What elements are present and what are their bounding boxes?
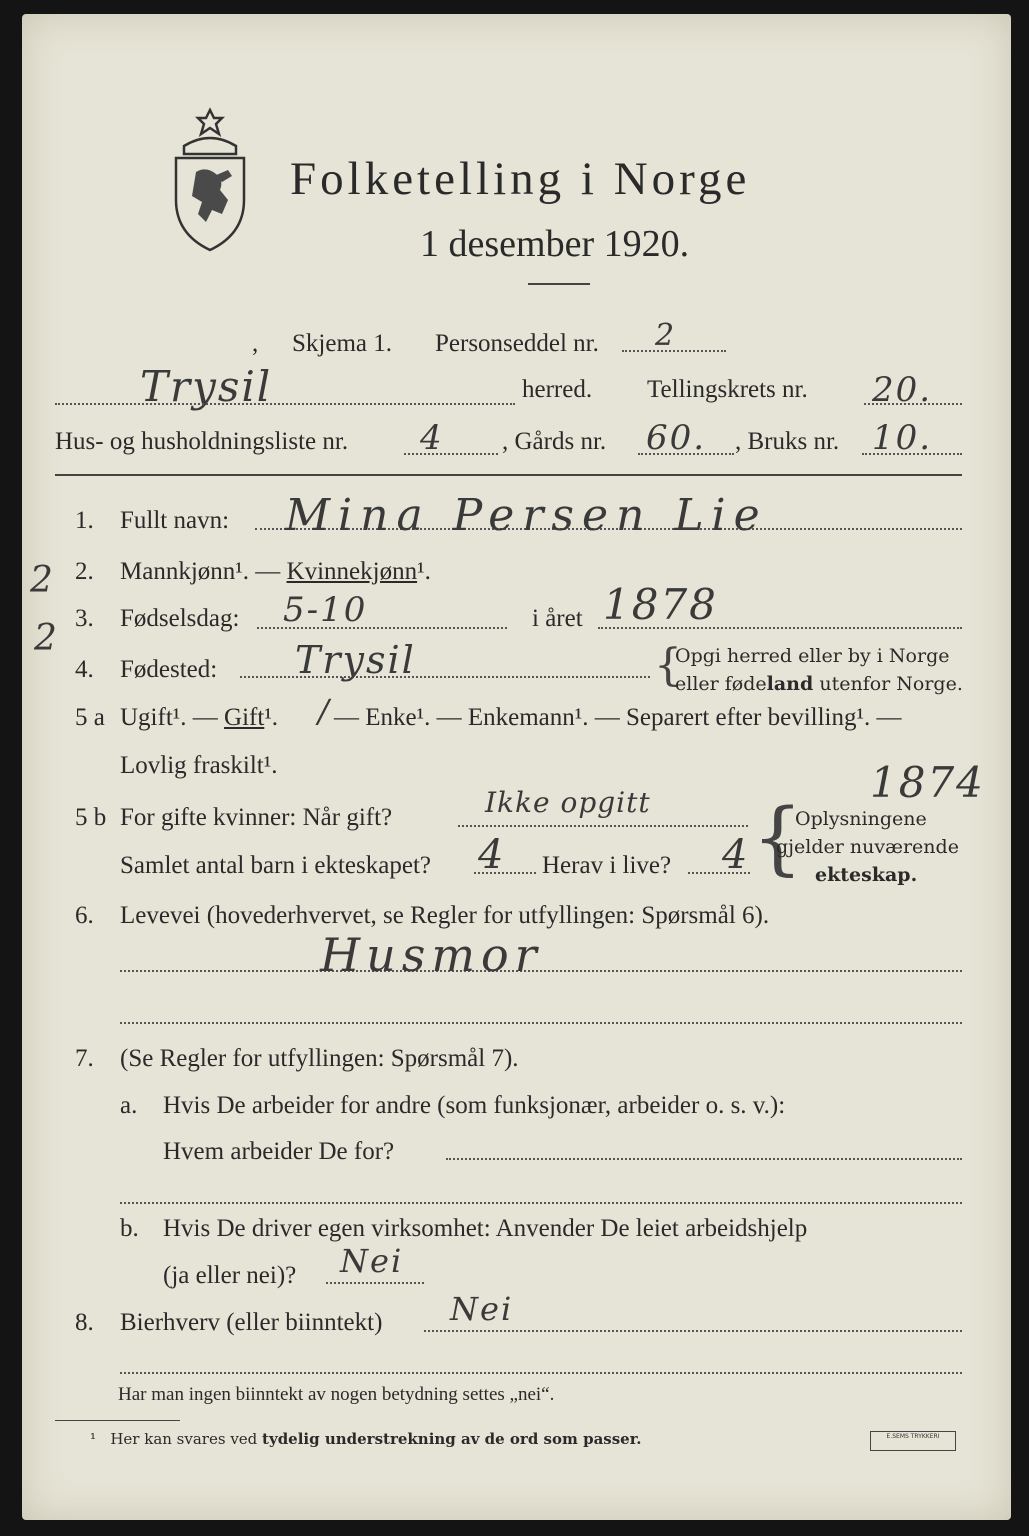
q5b-note-3: ekteskap. <box>815 864 918 886</box>
q7-number: 7. <box>75 1045 94 1072</box>
q5a-mark: / <box>318 692 331 730</box>
bruks-value: 10. <box>872 418 933 458</box>
q7a-question: Hvem arbeider De for? <box>163 1138 395 1165</box>
children-label: Samlet antal barn i ekteskapet? <box>120 852 431 879</box>
tellingskrets-label: Tellingskrets nr. <box>647 376 808 403</box>
q6-label: Levevei (hovederhvervet, se Regler for utfyllingen: Spørsmål 6). <box>120 902 770 929</box>
q5b-brace: { <box>752 791 803 884</box>
q8-number: 8. <box>75 1309 94 1336</box>
q5b-note-2: gjelder nuværende <box>776 836 959 858</box>
footer-note: Har man ingen biinntekt av nogen betydning settes „nei“. <box>118 1384 555 1405</box>
q2-number: 2. <box>75 558 94 585</box>
birthplace-value: Trysil <box>295 638 416 682</box>
q5a-text-3: Lovlig fraskilt¹. <box>120 752 278 779</box>
page-title: Folketelling i Norge <box>290 153 751 205</box>
herred-value: Trysil <box>140 362 273 411</box>
children-value: 4 <box>478 832 506 878</box>
year-label: i året <box>532 605 583 632</box>
printer-stamp: E.SEMS TRYKKERI <box>870 1431 956 1451</box>
q4-number: 4. <box>75 656 94 683</box>
full-name-value: Mina Persen Lie <box>285 490 768 541</box>
q5b-label: For gifte kvinner: Når gift? <box>120 804 393 831</box>
tellingskrets-value: 20. <box>872 370 933 410</box>
gards-label: , Gårds nr. <box>502 428 607 455</box>
q5b-number: 5 b <box>75 804 107 831</box>
footnote: ¹ Her kan svares ved tydelig understrekning av de ord som passer. <box>90 1430 642 1448</box>
q1-label: Fullt navn: <box>120 507 230 534</box>
kvinnekjonn-underlined: Kvinnekjønn <box>286 558 418 585</box>
q7a-text: Hvis De arbeider for andre (som funksjonær, arbeider o. s. v.): <box>163 1092 786 1119</box>
coat-of-arms-icon <box>168 106 252 254</box>
q6-number: 6. <box>75 902 94 929</box>
q7b-number: b. <box>120 1215 139 1242</box>
margin-mark-q2: 2 <box>30 560 55 601</box>
gards-value: 60. <box>646 418 707 458</box>
q5a-text-2: — Enke¹. — Enkemann¹. — Separert efter bevilling¹. — <box>334 704 902 731</box>
marriage-year-note: 1874 <box>870 758 985 807</box>
q5a-number: 5 a <box>75 704 105 731</box>
q2-text: Mannkjønn¹. — Kvinnekjønn¹. <box>120 558 431 585</box>
q7-label: (Se Regler for utfyllingen: Spørsmål 7). <box>120 1045 519 1072</box>
birth-year-value: 1878 <box>603 580 718 629</box>
birthday-value: 5-10 <box>283 590 368 630</box>
section-divider <box>55 474 962 476</box>
header-divider <box>528 283 590 285</box>
q5b-note-1: Oplysningene <box>795 808 927 830</box>
hus-value: 4 <box>420 418 444 458</box>
q4-note-2: eller fødeland utenfor Norge. <box>675 673 963 695</box>
schema-label: Skjema 1. <box>292 330 392 357</box>
q4-note-1: Opgi herred eller by i Norge <box>675 645 950 667</box>
q7b-text: Hvis De driver egen virksomhet: Anvender De leiet arbeidshjelp <box>163 1215 808 1242</box>
q8-label: Bierhverv (eller biinntekt) <box>120 1309 383 1336</box>
schema-comma: , <box>252 330 259 357</box>
herred-label: herred. <box>522 376 593 403</box>
alive-value: 4 <box>722 832 750 878</box>
q7a-number: a. <box>120 1092 138 1119</box>
q3-number: 3. <box>75 605 94 632</box>
census-date: 1 desember 1920. <box>420 223 690 265</box>
bruks-label: , Bruks nr. <box>735 428 840 455</box>
footnote-divider <box>55 1420 180 1421</box>
q4-brace: { <box>654 640 682 691</box>
q7b-question: (ja eller nei)? <box>163 1262 297 1289</box>
q5a-text: Ugift¹. — Gift¹. <box>120 704 279 731</box>
married-when-value: Ikke opgitt <box>485 786 651 819</box>
occupation-value: Husmor <box>320 928 543 982</box>
q4-label: Fødested: <box>120 656 218 683</box>
q3-label: Fødselsdag: <box>120 605 240 632</box>
margin-mark-q3: 2 <box>34 618 59 659</box>
gift-underlined: Gift <box>224 704 265 731</box>
hus-label: Hus- og husholdningsliste nr. <box>55 428 349 455</box>
hired-help-value: Nei <box>340 1242 404 1280</box>
q1-number: 1. <box>75 507 94 534</box>
side-income-value: Nei <box>450 1290 514 1328</box>
personseddel-value: 2 <box>655 318 677 353</box>
personseddel-label: Personseddel nr. <box>435 330 599 357</box>
alive-label: Herav i live? <box>542 852 672 879</box>
